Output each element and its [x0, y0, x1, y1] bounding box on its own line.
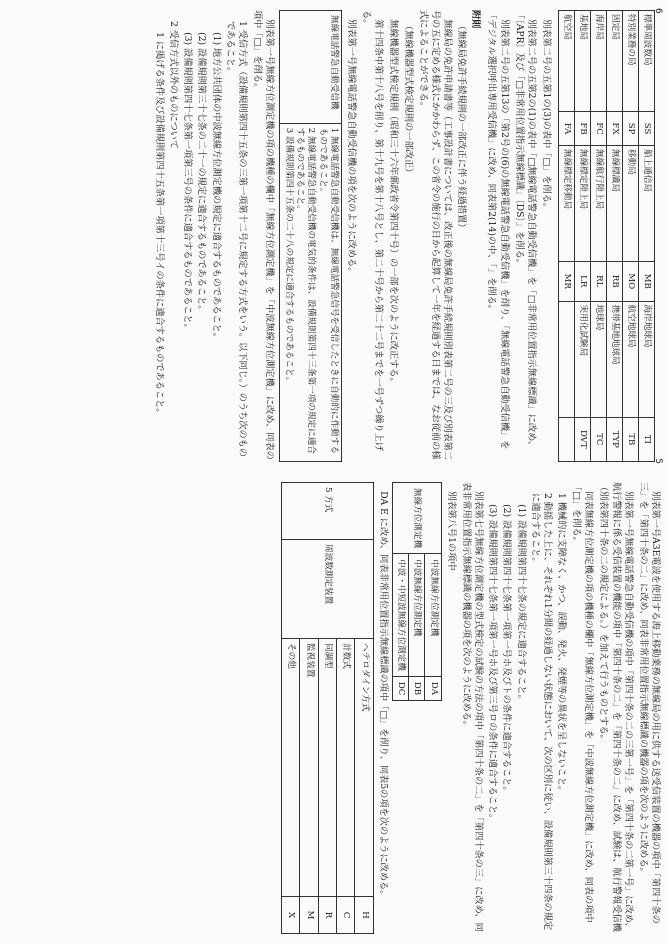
- method-code: H: [355, 897, 373, 934]
- station-code-cell: RB: [607, 262, 623, 301]
- paragraph: 別表第八号1の項中: [445, 491, 457, 571]
- sp-label: 無線方位測定機: [392, 483, 441, 554]
- paragraph: 別表第一号無線方位測定機の項の機種の欄中「無線方位測定機」を「中波無線方位測定機」に改め、同表の項中「□」を削る。: [252, 10, 276, 460]
- method-name: 周波数測定装置: [281, 540, 373, 639]
- method-detail: 監視装置: [300, 639, 318, 897]
- method-label: 5 方式: [281, 483, 373, 540]
- sp-code: DC: [392, 676, 408, 700]
- station-name-cell: 標準周波数局: [639, 11, 655, 112]
- station-name-cell: 無線標識局: [607, 145, 623, 261]
- paragraph: 別表第二号の五第1の(3)の表中「□」を削る。: [541, 19, 552, 213]
- method-detail: その他: [281, 639, 299, 897]
- method-code: X: [281, 897, 299, 934]
- code-table-row: [591, 11, 607, 462]
- code-table-row: [607, 11, 623, 462]
- list-item: (1) 設備規則第四十七条の規定に適合すること。: [515, 504, 527, 704]
- method-detail: 同調型: [318, 639, 336, 897]
- sp-name: 中波無線方位測定機: [409, 554, 425, 677]
- box-items: [280, 123, 342, 461]
- sp-code: DB: [409, 676, 425, 700]
- list-item: 1 受信方式（設備規則第四十五条の三第一項第十二号に規定する方式をいう。以下同じ。）のうち次のものであること。: [224, 21, 248, 458]
- station-name-cell: 海岸地球局: [639, 301, 655, 417]
- station-name-cell: [559, 301, 575, 417]
- e-label: E: [377, 508, 389, 515]
- list-item: (3) 設備規則第四十七条第一項第一号ホ及び第三号ロの条件に適合すること。: [487, 504, 499, 824]
- station-code-cell: DVT: [575, 417, 591, 461]
- sp-name: 中波無線方位測定機: [425, 554, 441, 677]
- station-name-cell: 特別業務の局: [623, 11, 639, 112]
- receiver-condition-table: [279, 10, 342, 462]
- paragraph: 別表第二号の五第2の(1)の表中「□無線電話警急自動受信機」を「□非常用位置指示無線標識」に改め、「〔APR〕及び「□非常用位置指示無線標識」〔DS〕」を削る。: [513, 10, 537, 451]
- paragraph: 同表無線方位測定機の項の機種の欄中「無線方位測定機」を「中波無線方位測定機」に改め、同表の項中「□」を削る。: [571, 482, 595, 923]
- sp-code: DA: [425, 676, 441, 700]
- page-number-right: 5: [653, 458, 663, 464]
- list-item: (2) 設備規則第三十七条の二十一の規定に適合するものであること。: [196, 32, 208, 315]
- station-code-cell: MR: [559, 262, 575, 301]
- code-table-row: [559, 11, 575, 462]
- station-name-cell: 携帯基地地球局: [607, 301, 623, 417]
- box-item: 2 無線電話警急自動受信機の電気的条件は、設備規則第四十三条第一項の規定に適合するものであること。: [294, 127, 317, 454]
- box-label: 無線電話警急自動受信機: [280, 11, 342, 124]
- method-table: [281, 482, 374, 934]
- method-detail: ヘテロダイン方式: [355, 639, 373, 897]
- box-item: 1 無線電話警急自動受信機は、無線電話警急信号を受信したときに自動的に作動するものであること。: [317, 127, 339, 454]
- sp-name: 中波・中短波無線方位測定機: [392, 554, 408, 677]
- list-item: (3) 設備規則第四十七条第一項第三号の条件に適合するものであること。: [182, 32, 194, 333]
- station-name-cell: 無線標定移動局: [559, 145, 575, 261]
- paragraph: 別表第一号A3E電波を使用する海上移動業務の無線局の用に供する送受信装置の機器の項中「第四十条の三」を「第四十条の二」に改め、同表非常用位置指示無線標識の機器の項を次のように改める。: [637, 482, 661, 924]
- bottom-printed-page: [0, 472, 667, 944]
- station-code-cell: TC: [591, 417, 607, 461]
- station-code-cell: FX: [607, 112, 623, 146]
- code-table-row: [575, 11, 591, 462]
- list-item: 1 に掲げる条件及び設備規則第四十五条第一項第十三号イの条件に適合するものであること。: [154, 32, 166, 418]
- station-code-cell: MB: [639, 262, 655, 301]
- station-name-cell: 実用化試験局: [575, 301, 591, 417]
- method-detail: 計数式: [336, 639, 354, 897]
- paragraph-caption: （無線機器型式検定規則の一部改正）: [402, 21, 414, 178]
- page-number-left: 6: [653, 8, 663, 14]
- bottom-page-rotated-content: [0, 472, 667, 944]
- station-name-cell: 船上通信局: [639, 145, 655, 261]
- station-code-cell: RL: [591, 262, 607, 301]
- list-item: 1 機械的に支障なく、かつ、誤動、発火、発煙等の異状を呈しないこと。: [556, 493, 568, 796]
- station-name-cell: 移動局: [623, 145, 639, 261]
- paragraph-caption: （無線局免許手続規則の一部改正に伴う経過措置）: [456, 21, 468, 233]
- paragraph: 別表第七号無線方位測定機の型式検定の試験の方法の項中「第四十条の二」を「第四十条の三」に改め、同表非常用位置指示無線標識の機器の項を次のように改める。: [461, 482, 485, 932]
- method-code: R: [318, 897, 336, 934]
- station-code-cell: FA: [559, 112, 575, 146]
- paragraph-text: に改め、同表非常用位置指示無線標識の項中「□」を削り、同表5の項を次のように改める。: [377, 517, 389, 900]
- list-item: (1) 地方公共団体の中波無線方位測定機の規定に適合するものであること。: [210, 32, 222, 343]
- station-name-cell: 海岸局: [591, 11, 607, 112]
- station-code-cell: MO: [623, 262, 639, 301]
- station-code-cell: FC: [591, 112, 607, 146]
- section-heading: 附則: [470, 10, 482, 29]
- station-code-cell: TB: [623, 417, 639, 461]
- list-item: 2 受信方式以外のものについて: [168, 21, 180, 150]
- station-code-cell: LR: [575, 262, 591, 301]
- station-code-cell: FB: [575, 112, 591, 146]
- paragraph: 第十四条中第十八号を削り、第十九号を第十八号とし、第二十号から第二十二号までを一号ずつ繰り上げる。: [361, 10, 385, 451]
- station-name-cell: 無線標定陸上局: [575, 145, 591, 261]
- method-code: M: [300, 897, 318, 934]
- station-code-table: [558, 10, 655, 462]
- station-code-cell: [559, 417, 575, 461]
- direction-finder-table: [392, 482, 442, 701]
- da-label: DA: [377, 491, 389, 506]
- paragraph: 別表第二号の五第13の「第2号の(6)の無線電話警急自動受信機」を削り、「無線電話警急自動受信機」を「デジタル選択呼出専用受信機」に改め、同表第2(14)の中、「」を削る。: [486, 10, 510, 450]
- station-name-cell: 航空局: [559, 11, 575, 112]
- station-name-cell: 固定局: [607, 11, 623, 112]
- box-item: 3 設備規則第四十五条の二十八の規定に適合するものであること。: [283, 127, 294, 386]
- station-code-cell: TYP: [607, 417, 623, 461]
- code-table-row: [639, 11, 655, 462]
- station-code-cell: TI: [639, 417, 655, 461]
- paragraph: [377, 482, 389, 934]
- paragraph: 別表第一号無線電話警急自動受信機の項中「第四十条の二の三第一号」を「第四十条の二第一号」に改め、航行警報に係る受信装置の機能の項中「第四十条の二」を「第四十条の二」に改め、試験は、航行警報受信機（別表第四十条の二の規定による。）を加えて行うものとする。: [598, 482, 634, 932]
- paragraph: 別表第一号無線電話警急自動受信機の項を次のように改める。: [346, 19, 358, 277]
- list-item: (2) 設備規則第四十七条第一項第一号ホ及びトの条件に適合すること。: [501, 504, 513, 796]
- station-name-cell: 航空地球局: [623, 301, 639, 417]
- paragraph: 無線局の免許申請書等（工事設計書については、改正後の無線局免許手続規則別表第二号の三及び別表第二号の五に定める様式にかかわらず、この省令の施行の日から起算して一年を経過する日までは、なお従前の様式によることができる。: [417, 10, 454, 461]
- station-code-cell: SP: [623, 112, 639, 146]
- paragraph: 無線機器型式検定規則（昭和三十六年郵政省令第四十号）の一部を次のように改正する。: [388, 19, 400, 387]
- station-name-cell: 無線航行陸上局: [591, 145, 607, 261]
- method-code: C: [336, 897, 354, 934]
- code-table-row: [623, 11, 639, 462]
- list-item: 2 動揺した上に、それぞれ1分間の経過しない状態において、次の区別に従い、設備規則第三十四条の規定に適合すること。: [529, 493, 553, 931]
- station-code-cell: SS: [639, 112, 655, 146]
- station-name-cell: 基地局: [575, 11, 591, 112]
- station-name-cell: 地球局: [591, 301, 607, 417]
